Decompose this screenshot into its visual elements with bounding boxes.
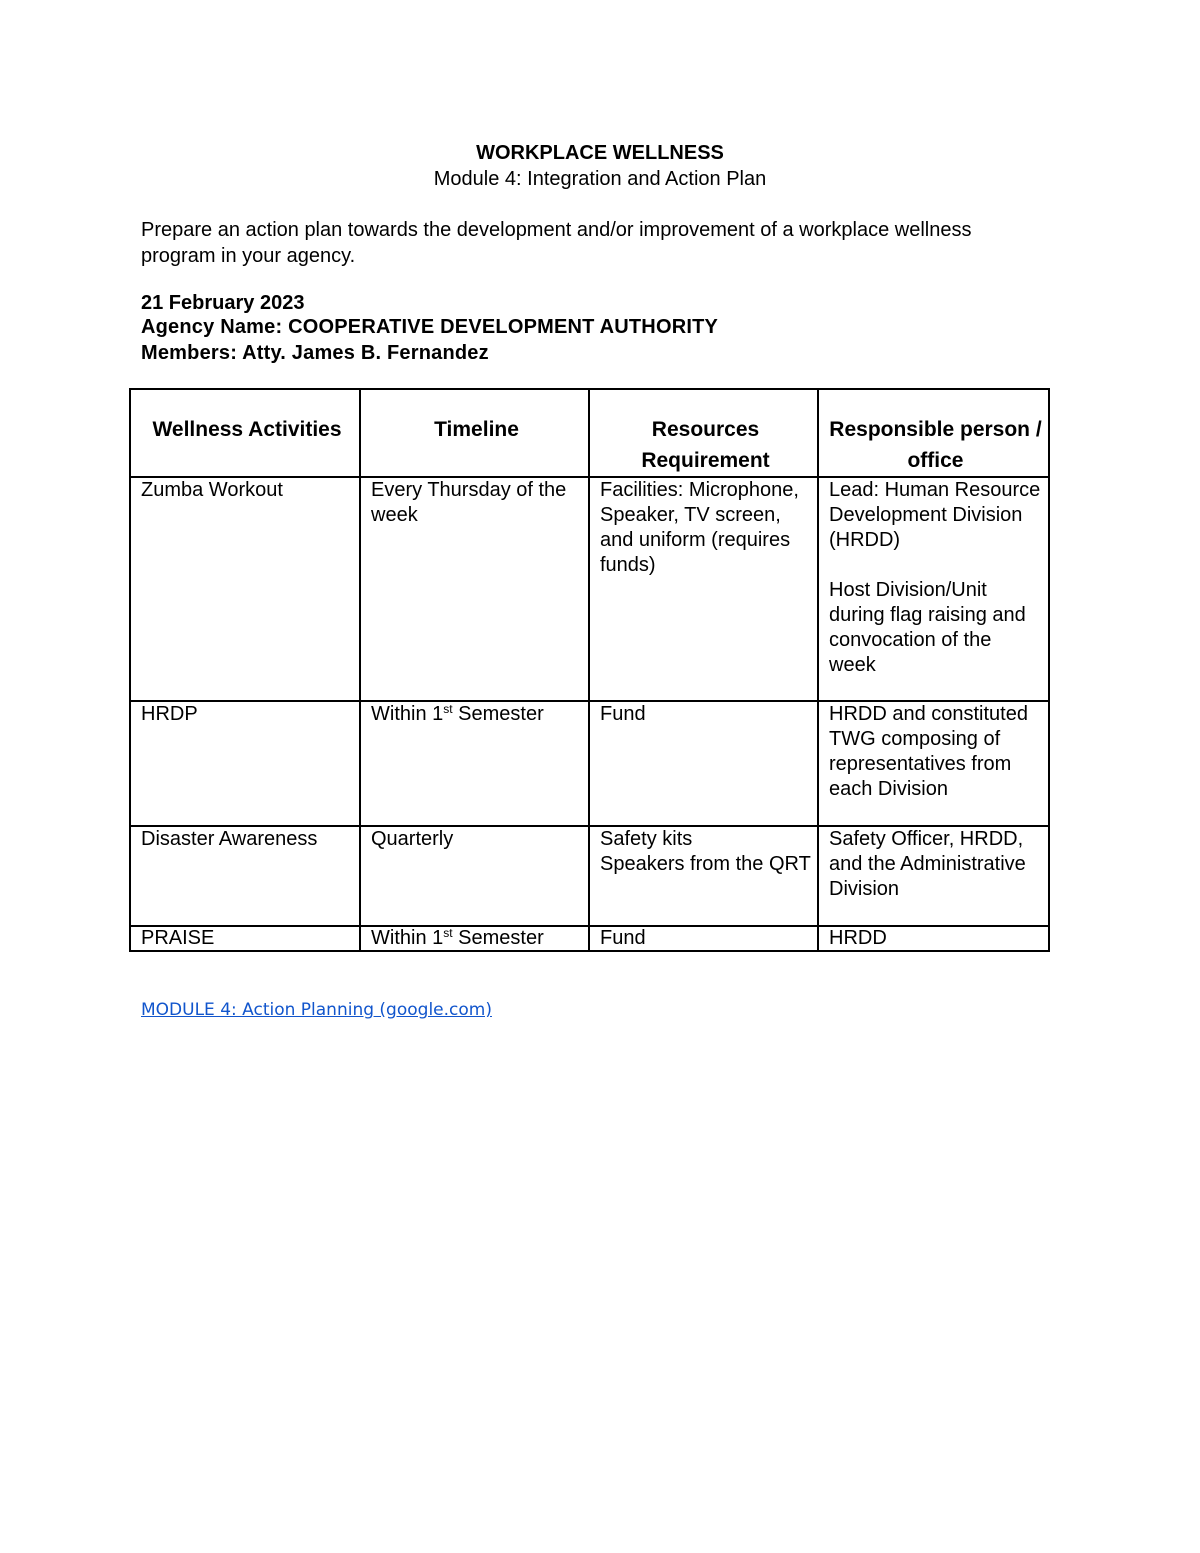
timeline-ordinal: st (443, 702, 453, 716)
resources-line-2: Speakers from the QRT (600, 853, 811, 875)
cell-resources (589, 826, 818, 926)
document-subtitle: Module 4: Integration and Action Plan (433, 168, 767, 190)
cell-responsible (818, 477, 1049, 701)
responsible-lead: Lead: Human Resource Development Division (HRDD) (829, 479, 1041, 551)
paragraph-gap (829, 553, 1042, 578)
cell-responsible: HRDD and constituted TWG composing of representatives from each Division (818, 701, 1049, 826)
document-title: WORKPLACE WELLNESS (476, 142, 724, 164)
header-wellness-activities: Wellness Activities (130, 389, 360, 477)
cell-timeline (360, 926, 589, 951)
cell-timeline: Quarterly (360, 826, 589, 926)
date-line: 21 February 2023 (141, 292, 305, 314)
cell-activity: PRAISE (130, 926, 360, 951)
timeline-suffix: Semester (452, 927, 544, 949)
table-row (130, 826, 1049, 926)
cell-activity: HRDP (130, 701, 360, 826)
header-timeline: Timeline (360, 389, 589, 477)
timeline-prefix: Within 1 (371, 703, 444, 725)
timeline-suffix: Semester (452, 703, 544, 725)
timeline-prefix: Within 1 (371, 927, 444, 949)
header-resources-requirement: Resources Requirement (589, 389, 818, 477)
table-row (130, 926, 1049, 951)
resources-line-1: Safety kits (600, 828, 693, 850)
cell-resources: Fund (589, 701, 818, 826)
table-row (130, 477, 1049, 701)
cell-resources: Fund (589, 926, 818, 951)
agency-line: Agency Name: COOPERATIVE DEVELOPMENT AUTHORITY (141, 316, 719, 338)
cell-resources: Facilities: Microphone, Speaker, TV screen, and uniform (requires funds) (589, 477, 818, 701)
timeline-ordinal: st (443, 926, 453, 940)
cell-responsible: Safety Officer, HRDD, and the Administrative Division (818, 826, 1049, 926)
table-header-row (130, 389, 1049, 477)
members-line: Members: Atty. James B. Fernandez (141, 342, 489, 364)
action-plan-table (129, 388, 1050, 952)
table-row (130, 701, 1049, 826)
cell-responsible: HRDD (818, 926, 1049, 951)
cell-activity: Disaster Awareness (130, 826, 360, 926)
module-4-action-planning-link[interactable]: MODULE 4: Action Planning (google.com) (141, 1000, 492, 1020)
cell-timeline (360, 701, 589, 826)
cell-activity: Zumba Workout (130, 477, 360, 701)
cell-timeline: Every Thursday of the week (360, 477, 589, 701)
instructions-paragraph: Prepare an action plan towards the development and/or improvement of a workplace wellness program in your agency. (141, 219, 972, 267)
header-responsible-person: Responsible person / office (818, 389, 1049, 477)
responsible-host: Host Division/Unit during flag raising and convocation of the week (829, 579, 1026, 676)
